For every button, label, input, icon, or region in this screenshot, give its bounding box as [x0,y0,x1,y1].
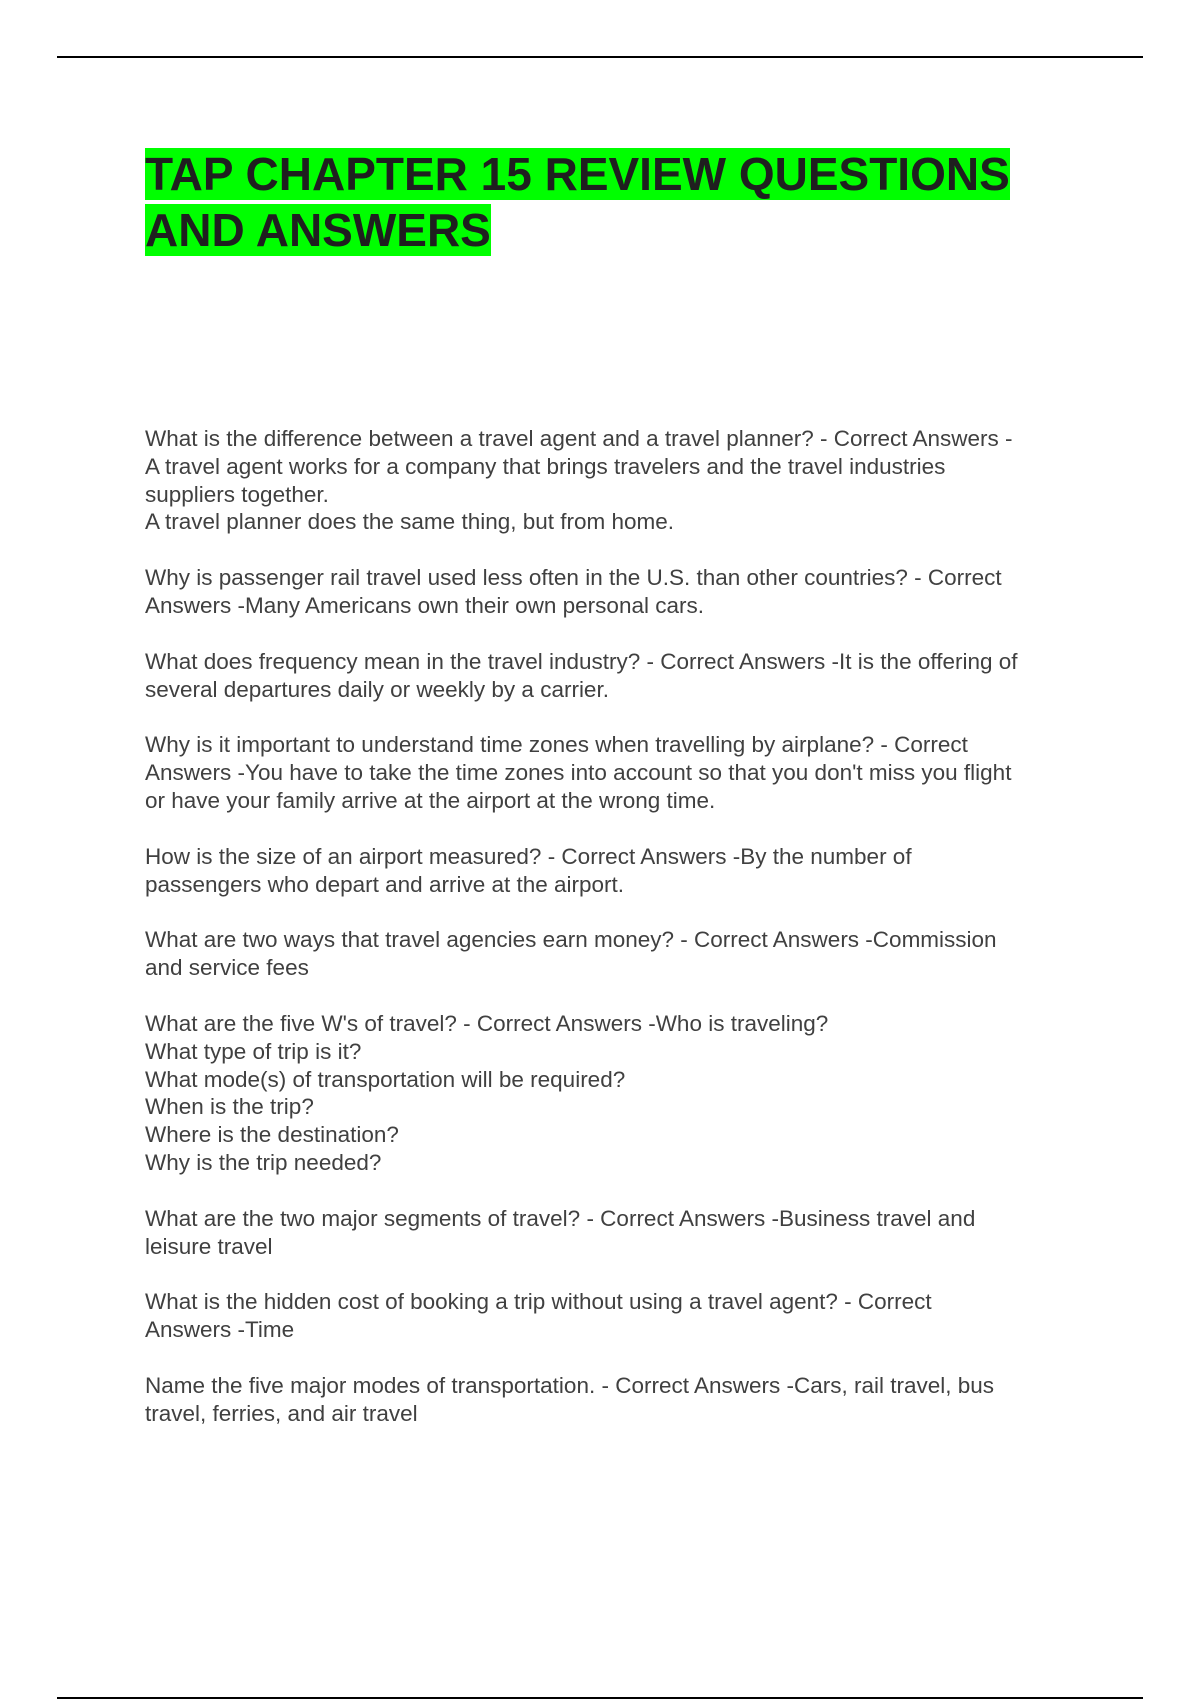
qa-item [145,926,1090,982]
qa-line: What is the difference between a travel agent and a travel planner? - Correct Answers - [145,426,1013,451]
document-title [145,146,1085,258]
qa-item [145,843,1090,899]
qa-line: What are the five W's of travel? - Correct Answers -Who is traveling? [145,1010,829,1036]
qa-line: What does frequency mean in the travel industry? - Correct Answers -It is the offering of [145,648,1018,674]
qa-line: suppliers together. [145,481,329,507]
qa-list [145,425,1090,1456]
qa-item [145,1010,1090,1177]
qa-item [145,564,1090,620]
qa-line: When is the trip? [145,1094,314,1120]
bottom-rule [57,1697,1143,1699]
qa-item [145,731,1090,814]
qa-item [145,648,1090,704]
qa-line: Answers -You have to take the time zones into account so that you don't miss you flight [145,760,1012,786]
qa-item [145,1372,1090,1428]
qa-line: What are two ways that travel agencies earn money? - Correct Answers -Commission [145,927,997,953]
qa-item [145,1288,1090,1344]
qa-line: Why is it important to understand time zones when travelling by airplane? - Correct [145,732,968,758]
qa-line: several departures daily or weekly by a carrier. [145,676,609,702]
qa-item [145,425,1090,536]
qa-line: How is the size of an airport measured? - Correct Answers -By the number of [145,843,912,869]
qa-line: What type of trip is it? [145,1038,362,1064]
qa-line: A travel planner does the same thing, but from home. [145,509,675,535]
qa-line: passengers who depart and arrive at the airport. [145,871,625,897]
qa-line: leisure travel [145,1233,273,1259]
qa-line: and service fees [145,955,309,981]
qa-line: Why is passenger rail travel used less often in the U.S. than other countries? - Correct [145,565,1002,591]
qa-line: What mode(s) of transportation will be required? [145,1066,626,1092]
qa-line: What are the two major segments of travel? - Correct Answers -Business travel and [145,1205,976,1231]
qa-line: Answers -Many Americans own their own personal cars. [145,592,704,618]
qa-line: travel, ferries, and air travel [145,1400,418,1426]
title-highlight: TAP CHAPTER 15 REVIEW QUESTIONS AND ANSWERS [145,148,1010,256]
qa-line: What is the hidden cost of booking a trip without using a travel agent? - Correct [145,1289,932,1315]
qa-line: A travel agent works for a company that brings travelers and the travel industries [145,453,946,479]
qa-line: Where is the destination? [145,1122,399,1148]
qa-line: or have your family arrive at the airport at the wrong time. [145,787,716,813]
qa-line: Answers -Time [145,1317,295,1343]
top-rule [57,56,1143,58]
qa-line: Why is the trip needed? [145,1149,382,1175]
qa-item [145,1205,1090,1261]
qa-line: Name the five major modes of transportation. - Correct Answers -Cars, rail travel, bus [145,1372,995,1398]
